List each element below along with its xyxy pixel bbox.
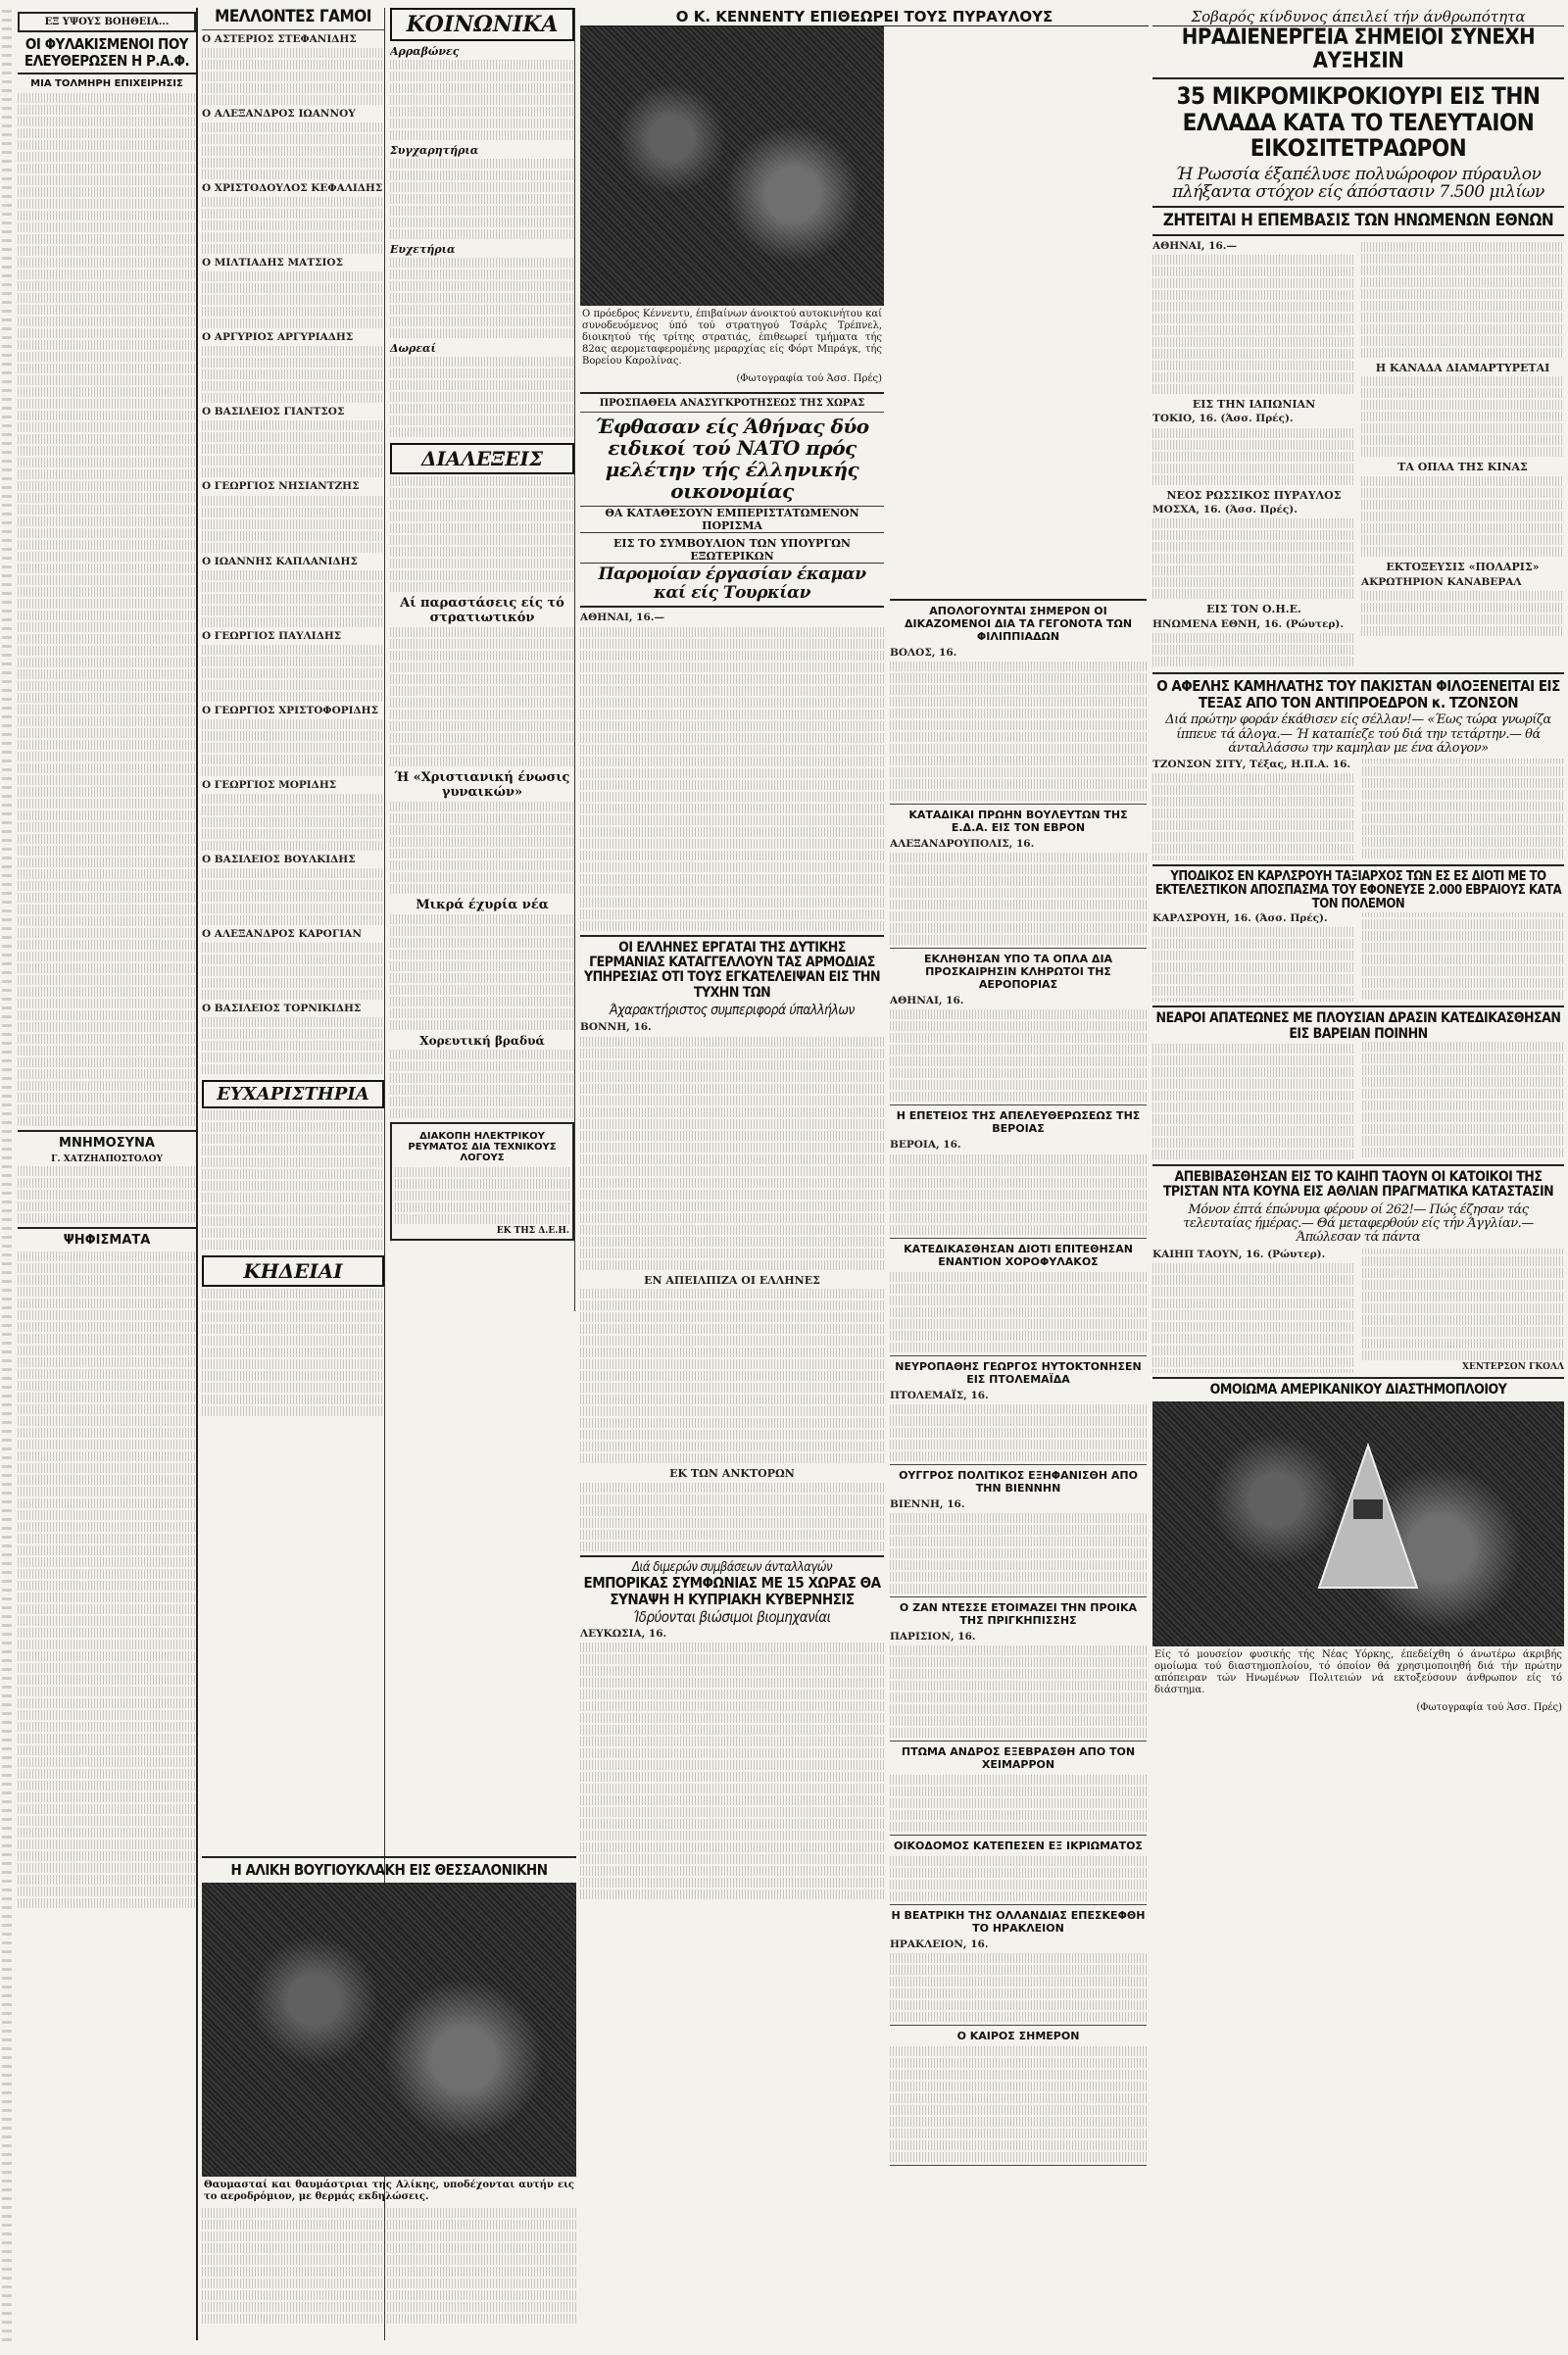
col1-headline: ΟΙ ΦΥΛΑΚΙΣΜΕΝΟΙ ΠΟΥ ΕΛΕΥΘΕΡΩΣΕΝ Η Ρ.Α.Φ. [24,35,190,70]
brief-heading: ΚΑΤΕΔΙΚΑΣΘΗΣΑΝ ΔΙΟΤΙ ΕΠΙΤΕΘΗΣΑΝ ΕΝΑΝΤΙΟΝ ΧΟΡΟΦΥΛΑΚΟΣ [904,1242,1133,1268]
un-dateline: ΗΝΩΜΕΝΑ ΕΘΝΗ, 16. (Ρώυτερ). [1152,618,1344,631]
wedding-entry [202,257,384,328]
memorial-body [18,1166,196,1223]
funerals-body [202,1289,384,1416]
japan-heading: ΕΙΣ ΤΗΝ ΙΑΠΩΝΙΑΝ [1192,397,1316,411]
wedding-entry [202,854,384,925]
brief-heading: ΑΠΟΛΟΓΟΥΝΤΑΙ ΣΗΜΕΡΟΝ ΟΙ ΔΙΚΑΖΟΜΕΝΟΙ ΔΙΑ ΤΑ ΓΕΓΟΝΟΤΑ ΤΩΝ ΦΙΛΙΠΠΙΑΔΩΝ [904,605,1133,643]
power-heading: ΔΙΑΚΟΠΗ ΗΛΕΚΤΡΙΚΟΥ ΡΕΥΜΑΤΟΣ ΔΙΑ ΤΕΧΝΙΚΟΥΣ ΛΟΓΟΥΣ [408,1131,557,1163]
wedding-entry [202,779,384,851]
wedding-name: Ο ΓΕΩΡΓΙΟΣ ΜΟΡΙΔΗΣ [202,778,337,791]
brief-heading: ΟΥΓΓΡΟΣ ΠΟΛΙΤΙΚΟΣ ΕΞΗΦΑΝΙΣΘΗ ΑΠΟ ΤΗΝ ΒΙΕΝΝΗΝ [899,1468,1138,1495]
column-3 [390,8,575,1311]
kennedy-credit: (Φωτογραφία τού Άσσ. Πρές) [736,373,882,384]
weddings-heading: ΜΕΛΛΟΝΤΕΣ ΓΑΜΟΙ [215,8,371,26]
lectures-heading: ΔΙΑΛΕΞΕΙΣ [390,443,574,474]
brief-dateline: ΠΑΡΙΣΙΟΝ, 16. [890,1630,976,1643]
brief-dateline: ΒΙΕΝΝΗ, 16. [890,1497,965,1510]
tristan-body [1152,1249,1564,1373]
rocket-dateline: ΜΟΣΧΑ, 16. (Άσσ. Πρές). [1152,504,1298,516]
women-heading: Ή «Χριστιανική ένωσις γυναικών» [394,770,570,800]
un-heading: ΕΙΣ ΤΟΝ Ο.Η.Ε. [1206,603,1301,616]
brief-heading: ΚΑΤΑΔΙΚΑΙ ΠΡΩΗΝ ΒΟΥΛΕΥΤΩΝ ΤΗΣ Ε.Δ.Α. ΕΙΣ ΤΟΝ ΕΒΡΟΝ [908,809,1128,835]
aliki-story [202,1852,576,2342]
lead-body-right [1361,240,1564,669]
workers-body [580,1021,884,1551]
wedding-entry [202,331,384,403]
trade-dateline: ΛΕΥΚΩΣΙΑ, 16. [580,1627,667,1640]
wedding-name: Ο ΧΡΙΣΤΟΔΟΥΛΟΣ ΚΕΦΑΛΙΔΗΣ [202,181,383,194]
space-headline: ΟΜΟΙΩΜΑ ΑΜΕΡΙΚΑΝΙΚΟΥ ΔΙΑΣΤΗΜΟΠΛΟΙΟΥ [1209,1381,1507,1398]
brief-heading: ΝΕΥΡΟΠΑΘΗΣ ΓΕΩΡΓΟΣ ΗΥΤΟΚΤΟΝΗΣΕΝ ΕΙΣ ΠΤΟΛΕΜΑΪΔΑ [895,1359,1142,1386]
space-photo [1152,1401,1564,1646]
nato-sub1: ΘΑ ΚΑΤΑΘΕΣΟΥΝ ΕΜΠΕΡΙΣΤΑΤΩΜΕΝΟΝ ΠΟΡΙΣΜΑ [580,506,884,533]
prayer-body [390,914,574,1030]
social-section-body [390,60,574,140]
wedding-name: Ο ΒΑΣΙΛΕΙΟΣ ΓΙΑΝΤΣΟΣ [202,406,345,418]
votes-body [18,1251,196,1908]
wedding-entry [202,406,384,477]
nato-kicker: ΠΡΟΣΠΑΘΕΙΑ ΑΝΑΣΥΓΚΡΟΤΗΣΕΩΣ ΤΗΣ ΧΩΡΑΣ [599,398,865,409]
social-sections [390,45,574,437]
youth-body [1152,1042,1564,1160]
brief-body [890,1139,1147,1234]
wedding-entry [202,556,384,627]
nato-body [580,612,884,930]
wedding-entry [202,480,384,552]
workers-headline: ΟΙ ΕΛΛΗΝΕΣ ΕΡΓΑΤΑΙ ΤΗΣ ΔΥΤΙΚΗΣ ΓΕΡΜΑΝΙΑΣ ΚΑΤΑΓΓΕΛΛΟΥΝ ΤΑΣ ΑΡΜΟΔΙΑΣ ΥΠΗΡΕΣΙΑΣ ΟΤΙ ΤΟΥΣ ΕΓΚΑΤΕΛΕΙΨΑΝ ΕΙΣ ΤΗΝ ΤΥΧΗΝ ΤΩΝ [583,939,881,1001]
tristan-dateline: ΚΑΙΗΠ ΤΑΟΥΝ, 16. (Ρώυτερ). [1152,1248,1326,1260]
trade-body [580,1628,884,1899]
col1-body [18,93,196,1126]
wedding-name: Ο ΑΡΓΥΡΙΟΣ ΑΡΓΥΡΙΑΔΗΣ [202,331,354,344]
brief-dateline: ΠΤΟΛΕΜΑΪΣ, 16. [890,1389,989,1401]
wedding-entry [202,1003,384,1074]
women-body [390,802,574,894]
wedding-name: Ο ΑΛΕΞΑΝΔΡΟΣ ΙΩΑΝΝΟΥ [202,107,356,120]
social-section-heading: Αρραβώνες [390,45,460,58]
brief-dateline: ΒΟΛΟΣ, 16. [890,647,957,659]
brief-heading: Ο ΖΑΝ ΝΤΕΣΣΕ ΕΤΟΙΜΑΖΕΙ ΤΗΝ ΠΡΟΙΚΑ ΤΗΣ ΠΡΙΓΚΗΠΙΣΣΗΣ [899,1600,1138,1627]
karlsruhe-headline: ΥΠΟΔΙΚΟΣ ΕΝ ΚΑΡΛΣΡΟΥΗ ΤΑΞΙΑΡΧΟΣ ΤΩΝ ΕΣ ΕΣ ΔΙΟΤΙ ΜΕ ΤΟ ΕΚΤΕΛΕΣΤΙΚΟΝ ΑΠΟΣΠΑΣΜΑ ΤΟΥ ΕΦΟΝΕΥΣΕ 2.000 ΕΒΡΑΙΟΥΣ ΚΑΤΑ ΤΟΝ ΠΟΛΕΜΟΝ [1154,868,1562,912]
brief-body [890,1631,1147,1738]
power-signature: ΕΚ ΤΗΣ Δ.Ε.Η. [496,1226,569,1236]
aliki-caption: Θαυμασταί και θαυμάστριαι της Αλίκης, υποδέχονται αυτήν εις το αεροδρόμιον, με θερμάς εκδηλώσεις. [204,2179,574,2202]
soldiers-heading: Αί παραστάσεις είς τό στρατιωτικόν [400,596,564,625]
power-notice [390,1122,574,1241]
wedding-entry [202,705,384,776]
social-section-body [390,159,574,239]
capsule-icon [1299,1441,1437,1597]
brief-body [890,1390,1147,1461]
thanks-heading: ΕΥΧΑΡΙΣΤΗΡΙΑ [202,1080,384,1108]
karlsruhe-dateline: ΚΑΡΛΣΡΟΥΗ, 16. (Άσσ. Πρές). [1152,911,1328,924]
polar-heading: ΕΚΤΟΞΕΥΣΙΣ «ΠΟΛΑΡΙΣ» [1386,561,1540,574]
brief-heading: ΠΤΩΜΑ ΑΝΔΡΟΣ ΕΞΕΒΡΑΣΘΗ ΑΠΟ ΤΟΝ ΧΕΙΜΑΡΡΟΝ [901,1744,1136,1771]
funerals-heading: ΚΗΔΕΙΑΙ [202,1255,384,1287]
briefs-column [890,26,1147,2169]
social-section-heading: Ευχετήρια [390,243,456,256]
brief-body [890,1272,1147,1352]
japan-dateline: ΤΟΚΙΟ, 16. (Άσσ. Πρές). [1152,413,1294,425]
kennedy-title: Ο Κ. ΚΕΝΝΕΝΤΥ ΕΠΙΘΕΩΡΕΙ ΤΟΥΣ ΠΥΡΑΥΛΟΥΣ [580,8,1149,26]
nato-sub3: Παρομοίαν έργασίαν έκαμαν καί είς Τουρκίαν [598,564,866,603]
thanks-body [202,1110,384,1250]
workers-dateline: ΒΟΝΝΗ, 16. [580,1021,652,1034]
brief-dateline: ΑΘΗΝΑΙ, 16. [890,995,964,1007]
brief-heading: Η ΒΕΑΤΡΙΚΗ ΤΗΣ ΟΛΛΑΝΔΙΑΣ ΕΠΕΣΚΕΦΘΗ ΤΟ ΗΡΑΚΛΕΙΟΝ [891,1908,1146,1935]
news-briefs [890,605,1147,2166]
pakistan-dateline: ΤΖΟΝΣΟΝ ΣΙΤΥ, Τέξας, Η.Π.Α. 16. [1152,759,1351,771]
social-masthead: ΚΟΙΝΩΝΙΚΑ [390,8,574,41]
aliki-headline: Η ΑΛΙΚΗ ΒΟΥΓΙΟΥΚΛΑΚΗ ΕΙΣ ΘΕΣΣΑΛΟΝΙΚΗΝ [230,1861,548,1879]
space-caption: Είς τό μουσείον φυσικής τής Νέας Υόρκης, έπεδείχθη ό άνωτέρω άκριβής ομοίωμα τού διαστημοπλοίου, τό όποίον θά χρησιμοποιηθή διά τήν πρώτην απόπειραν τών Ηνωμένων Πολιτειών νά εκτοξεύσουν άνθρωπον είς τό διάστημα. [1154,1649,1562,1696]
protest-heading: Η ΚΑΝΑΔΑ ΔΙΑΜΑΡΤΥΡΕΤΑΙ [1375,361,1550,374]
memorial-name: Γ. ΧΑΤΖΗΑΠΟΣΤΟΛΟΥ [51,1154,163,1164]
lead-head3: Ή Ρωσσία έξαπέλυσε πολυώροφον πύραυλον πλήξαντα στόχον είς άπόστασιν 7.500 μιλίων [1172,164,1544,203]
lead-head2: 35 ΜΙΚΡΟΜΙΚΡΟΚΙΟΥΡΙ ΕΙΣ ΤΗΝ ΕΛΛΑΔΑ ΚΑΤΑ ΤΟ ΤΕΛΕΥΤΑΙΟΝ ΕΙΚΟΣΙΤΕΤΡΑΩΡΟΝ [1176,82,1541,163]
brief-dateline: ΒΕΡΟΙΑ, 16. [890,1139,961,1152]
right-column [1152,8,1564,2340]
votes-heading: ΨΗΦΙΣΜΑΤΑ [63,1233,151,1248]
wedding-entry [202,33,384,105]
pakistan-body [1152,759,1564,860]
brief-body [890,1775,1147,1832]
weddings-list [202,33,384,1075]
space-credit: (Φωτογραφία τού Άσσ. Πρές) [1416,1702,1562,1714]
memorial-heading: ΜΝΗΜΟΣΥΝΑ [59,1136,155,1151]
column-1 [4,8,198,2340]
brief-heading: ΕΚΛΗΘΗΣΑΝ ΥΠΟ ΤΑ ΟΠΛΑ ΔΙΑ ΠΡΟΣΚΑΙΡΗΣΙΝ ΚΛΗΡΩΤΟΙ ΤΗΣ ΑΕΡΟΠΟΡΙΑΣ [923,953,1113,992]
pakistan-sub: Διά πρώτην φοράν έκάθισεν είς σέλλαν!— «Έως τώρα γνωρίζα ίππευε τά άλογα.— Ή καταπίεζε τού διά την τετάρτην.— θά άνταλλάσσω την καμηλαν με ένα άλογον» [1165,712,1551,756]
aliki-body [202,2208,576,2324]
social-section-body [390,357,574,437]
brief-dateline: ΗΡΑΚΛΕΙΟΝ, 16. [890,1938,989,1950]
tristan-sub: Μόνον έπτά έπώνυμα φέρουν οί 262!— Πώς έζησαν τάς τελευταίας ήμέρας.— Θά μεταφερθούν είς τήν Άγγλίαν.— Άπώλεσαν τά πάντα [1183,1202,1534,1246]
brief-body [890,995,1147,1102]
wedding-name: Ο ΑΛΕΞΑΝΔΡΟΣ ΚΑΡΟΓΙΑΝ [202,928,362,941]
wedding-entry [202,630,384,702]
brief-body [890,1498,1147,1594]
brief-dateline: ΑΛΕΞΑΝΔΡΟΥΠΟΛΙΣ, 16. [890,838,1035,851]
lectures-body [390,476,574,592]
social-section-heading: Δωρεαί [390,342,436,355]
polar-dateline: ΑΚΡΩΤΗΡΙΟΝ ΚΑΝΑΒΕΡΑΛ [1361,575,1522,588]
youth-headline: ΝΕΑΡΟΙ ΑΠΑΤΕΩΝΕΣ ΜΕ ΠΛΟΥΣΙΑΝ ΔΡΑΣΙΝ ΚΑΤΕΔΙΚΑΣΘΗΣΑΝ ΕΙΣ ΒΑΡΕΙΑΝ ΠΟΙΝΗΝ [1155,1010,1561,1042]
nato-dateline: ΑΘΗΝΑΙ, 16.— [580,612,664,624]
brief-body [890,1938,1147,2022]
china-heading: ΤΑ ΟΠΛΑ ΤΗΣ ΚΙΝΑΣ [1397,461,1528,474]
prayer-heading: Μικρά έχυρία νέα [416,898,549,912]
brief-heading: Ο ΚΑΙΡΟΣ ΣΗΜΕΡΟΝ [956,2030,1080,2042]
pakistan-headline: Ο ΑΦΕΛΗΣ ΚΑΜΗΛΑΤΗΣ ΤΟΥ ΠΑΚΙΣΤΑΝ ΦΙΛΟΞΕΝΕΙΤΑΙ ΕΙΣ ΤΕΞΑΣ ΑΠΟ ΤΟΝ ΑΝΤΙΠΡΟΕΔΡΟΝ κ. ΤΖΟΝΣΟΝ [1156,677,1560,711]
social-section-heading: Συγχαρητήρια [390,144,479,157]
wedding-name: Ο ΓΕΩΡΓΙΟΣ ΠΑΥΛΙΔΗΣ [202,629,342,642]
rocket-heading: ΝΕΟΣ ΡΩΣΣΙΚΟΣ ΠΥΡΑΥΛΟΣ [1166,488,1342,502]
wedding-entry [202,928,384,1000]
wedding-name: Ο ΑΣΤΕΡΙΟΣ ΣΤΕΦΑΝΙΔΗΣ [202,32,357,45]
brief-body [890,2046,1147,2162]
trade-sub: Ίδρύονται βιώσιμοι βιομηχανίαι [633,1608,831,1627]
center-column [580,8,1149,2340]
wedding-name: Ο ΙΩΑΝΝΗΣ ΚΑΠΛΑΝΙΔΗΣ [202,555,358,567]
tristan-signature: ΧΕΝΤΕΡΣΟΝ ΓΚΟΛΛ [1462,1361,1564,1372]
wedding-name: Ο ΓΕΩΡΓΙΟΣ ΝΗΣΙΑΝΤΖΗΣ [202,480,360,493]
kennedy-caption: Ο πρόεδρος Κέννεντυ, έπιβαίνων άνοικτού αυτοκινήτου καί συνοδευόμενος ύπό τού στρατηγού Τσάρλς Τρέπνελ, διοικητού τής τρίτης στρατιάς, έπιθεωρεί τμήματα τής 82ας αερομεταφερομένης μεραρχίας είς Φόρτ Μπράγκ, τής Βορείου Καρολίνας. [582,309,882,367]
tristan-headline: ΑΠΕΒΙΒΑΣΘΗΣΑΝ ΕΙΣ ΤΟ ΚΑΙΗΠ ΤΑΟΥΝ ΟΙ ΚΑΤΟΙΚΟΙ ΤΗΣ ΤΡΙΣΤΑΝ ΝΤΑ ΚΟΥΝΑ ΕΙΣ ΑΘΛΙΑΝ ΠΡΑΓΜΑΤΙΚΑ ΚΑΤΑΣΤΑΣΙΝ [1162,1169,1554,1201]
brief-body [890,647,1147,801]
reply-heading-2: ΕΚ ΤΩΝ ΑΝΚΤΟΡΩΝ [669,1467,795,1481]
col1-subhead: ΜΙΑ ΤΟΛΜΗΡΗ ΕΠΙΧΕΙΡΗΣΙΣ [30,78,183,89]
brief-body [890,1856,1147,1901]
lead-head4: ΖΗΤΕΙΤΑΙ Η ΕΠΕΜΒΑΣΙΣ ΤΩΝ ΗΝΩΜΕΝΩΝ ΕΘΝΩΝ [1162,210,1554,230]
trade-kicker: Διά διμερών συμβάσεων άνταλλαγών [631,1560,833,1576]
wedding-name: Ο ΓΕΩΡΓΙΟΣ ΧΡΙΣΤΟΦΟΡΙΔΗΣ [202,704,379,716]
dance-body [390,1050,574,1118]
kennedy-photo [580,26,884,306]
lead-body-left [1152,240,1355,669]
workers-sub: Άχαρακτήριστος συμπεριφορά ύπαλλήλων [610,1003,855,1019]
reply-heading: ΕΝ ΑΠΕΙΛΠΙΖΑ ΟΙ ΕΛΛΗΝΕΣ [644,1273,820,1287]
wedding-name: Ο ΜΙΛΤΙΑΔΗΣ ΜΑΤΣΙΟΣ [202,257,343,270]
wedding-name: Ο ΒΑΣΙΛΕΙΟΣ ΤΟΡΝΙΚΙΔΗΣ [202,1003,362,1015]
brief-heading: ΟΙΚΟΔΟΜΟΣ ΚΑΤΕΠΕΣΕΝ ΕΞ ΙΚΡΙΩΜΑΤΟΣ [894,1839,1143,1852]
brief-heading: Η ΕΠΕΤΕΙΟΣ ΤΗΣ ΑΠΕΛΕΥΘΕΡΩΣΕΩΣ ΤΗΣ ΒΕΡΟΙΑΣ [896,1109,1141,1136]
brief-body [890,838,1147,945]
social-section-body [390,258,574,338]
wedding-entry [202,182,384,254]
power-body [395,1167,569,1224]
lead-head1: ΗΡΑΔΙΕΝΕΡΓΕΙΑ ΣΗΜΕΙΟΙ ΣΥΝΕΧΗ ΑΥΞΗΣΙΝ [1181,25,1536,74]
lead-kicker: Σοβαρός κίνδυνος άπειλεί τήν άνθρωπότητα [1152,8,1564,26]
nato-sub2: ΕΙΣ ΤΟ ΣΥΜΒΟΥΛΙΟΝ ΤΩΝ ΥΠΟΥΡΓΩΝ ΕΞΩΤΕΡΙΚΩΝ [580,537,884,564]
nato-headline: Έφθασαν είς Άθήνας δύο ειδικοί τού ΝΑΤΟ πρός μελέτην τής έλληνικής οικονομίας [595,415,869,503]
wedding-entry [202,108,384,179]
karlsruhe-body [1152,912,1564,1003]
dance-heading: Χορευτική βραδυά [419,1034,545,1048]
trade-headline: ΕΜΠΟΡΙΚΑΣ ΣΥΜΦΩΝΙΑΣ ΜΕ 15 ΧΩΡΑΣ ΘΑ ΣΥΝΑΨΗ Η ΚΥΠΡΙΑΚΗ ΚΥΒΕΡΝΗΣΙΣ [583,1574,881,1608]
lead-dateline: ΑΘΗΝΑΙ, 16.— [1152,239,1237,252]
soldiers-body [390,627,574,766]
aliki-photo [202,1883,576,2177]
wedding-name: Ο ΒΑΣΙΛΕΙΟΣ ΒΟΥΛΚΙΔΗΣ [202,854,356,866]
kicker-box: ΕΞ ΥΨΟΥΣ ΒΟΗΘΕΙΑ... [18,12,196,32]
